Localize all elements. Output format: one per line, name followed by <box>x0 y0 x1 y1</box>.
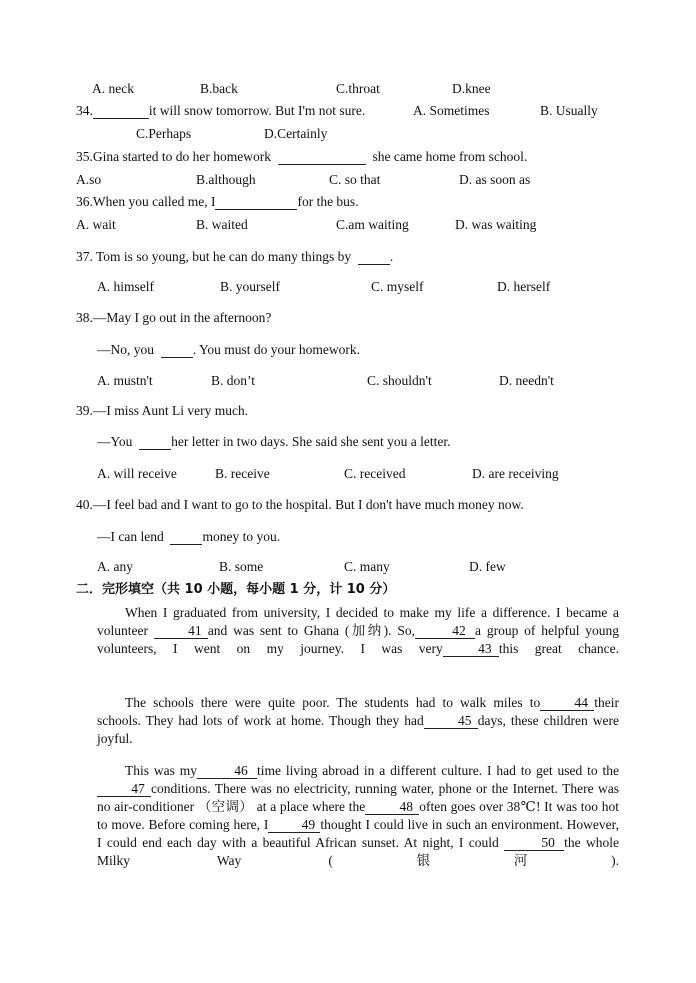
cloze-blank-48: 48 <box>365 799 419 815</box>
passage-text: days, these children were joyful. <box>97 713 619 746</box>
passage-text: time living abroad in a different culture. I had to get used to the <box>257 763 619 778</box>
passage-text: conditions. There was no electricity, running water, phone or the Internet. There was no air-conditioner （空调） at a place where the <box>97 781 619 814</box>
q34-number: 34. <box>76 103 93 118</box>
cloze-blank-42: 42 <box>415 623 475 639</box>
passage-text: this great chance. <box>498 641 620 656</box>
passage-text: and was sent to Ghana (加纳). So, <box>207 623 416 638</box>
q34-option-b: B. Usually <box>540 103 598 118</box>
passage-text: When I graduated from university, I decided to make my life a difference. I became a volunteer <box>97 605 619 638</box>
passage-paragraph-1 <box>97 604 619 692</box>
q38-option-c: C. shouldn't <box>367 373 432 388</box>
passage-text: often goes over 38℃! It was too hot to move. Before coming here, I <box>97 799 619 832</box>
q38-option-a: A. mustn't <box>97 373 153 388</box>
q35-text-before: 35.Gina started to do her homework <box>76 149 271 164</box>
q39-option-d: D. are receiving <box>472 466 559 481</box>
q40-text-after: money to you. <box>202 529 281 544</box>
passage-paragraph-2 <box>97 694 619 760</box>
q35-option-a: A.so <box>76 172 102 187</box>
q37-option-a: A. himself <box>97 279 154 294</box>
q36-option-a: A. wait <box>76 217 116 232</box>
passage-paragraph-3 <box>97 762 619 922</box>
q33-option-c: C.throat <box>336 81 380 96</box>
q39-text-after: her letter in two days. She said she sent you a letter. <box>171 434 451 449</box>
cloze-blank-43: 43 <box>443 641 499 657</box>
q34-blank <box>93 103 149 119</box>
q39-option-c: C. received <box>344 466 406 481</box>
q37-text-before: 37. Tom is so young, but he can do many things by <box>76 249 352 264</box>
q40-reply <box>97 528 280 546</box>
q37-option-c: C. myself <box>371 279 424 294</box>
q37-option-b: B. yourself <box>220 279 280 294</box>
q38-text-before: —No, you <box>97 342 154 357</box>
q35-option-b: B.although <box>196 172 256 187</box>
cloze-blank-41: 41 <box>154 623 208 639</box>
q36-stem <box>76 193 359 211</box>
q38-blank <box>161 342 193 358</box>
q40-option-a: A. any <box>97 559 133 574</box>
q33-option-d: D.knee <box>452 81 491 96</box>
q33-option-a: A. neck <box>92 81 134 96</box>
cloze-blank-45: 45 <box>424 713 478 729</box>
cloze-blank-50: 50 <box>504 835 564 851</box>
q34-text: it will snow tomorrow. But I'm not sure. <box>148 103 366 118</box>
q35-option-d: D. as soon as <box>459 172 531 187</box>
q37-blank <box>358 249 390 265</box>
q38-option-b: B. don’t <box>211 373 256 388</box>
q39-question: 39.—I miss Aunt Li very much. <box>76 403 249 418</box>
section-heading: 二．完形填空（共 10 小题，每小题 1 分，计 10 分） <box>76 582 396 597</box>
q36-option-d: D. was waiting <box>455 217 537 232</box>
q40-option-b: B. some <box>219 559 264 574</box>
q37-stem <box>76 248 393 266</box>
passage-text: This was my <box>125 763 198 778</box>
q39-blank <box>139 434 171 450</box>
q39-option-a: A. will receive <box>97 466 177 481</box>
q36-text-before: 36.When you called me, I <box>76 194 216 209</box>
q34-option-d: D.Certainly <box>264 126 328 141</box>
q39-reply <box>97 433 450 451</box>
q40-blank <box>170 529 202 545</box>
q38-question: 38.—May I go out in the afternoon? <box>76 310 272 325</box>
q38-option-d: D. needn't <box>499 373 554 388</box>
q38-text-after: . You must do your homework. <box>192 342 361 357</box>
passage-text: their schools. They had lots of work at home. Though they had <box>97 695 619 728</box>
q36-option-b: B. waited <box>196 217 248 232</box>
q36-text-after: for the bus. <box>297 194 359 209</box>
q38-reply <box>97 341 360 359</box>
q35-option-c: C. so that <box>329 172 381 187</box>
q40-option-d: D. few <box>469 559 506 574</box>
cloze-blank-49: 49 <box>268 817 320 833</box>
q39-option-b: B. receive <box>215 466 270 481</box>
passage-text: thought I could live in such an environment. However, I could end each day with a beautiful African sunset. At night, I could <box>97 817 619 850</box>
q40-question: 40.—I feel bad and I want to go to the hospital. But I don't have much money now. <box>76 497 524 512</box>
passage-text: the whole Milky Way (银河). <box>97 835 619 868</box>
cloze-blank-46: 46 <box>197 763 257 779</box>
q36-option-c: C.am waiting <box>336 217 409 232</box>
q35-text-after: she came home from school. <box>372 149 528 164</box>
q40-option-c: C. many <box>344 559 390 574</box>
q35-stem <box>76 148 527 166</box>
q35-blank <box>278 149 366 165</box>
q33-option-b: B.back <box>200 81 238 96</box>
q37-text-after: . <box>389 249 394 264</box>
q39-text-before: —You <box>97 434 133 449</box>
passage-text: The schools there were quite poor. The students had to walk miles to <box>125 695 541 710</box>
cloze-blank-47: 47 <box>97 781 151 797</box>
passage-text: a group of helpful young volunteers, I went on my journey. I was very <box>97 623 620 656</box>
q40-text-before: —I can lend <box>97 529 164 544</box>
q34-option-c: C.Perhaps <box>136 126 192 141</box>
q36-blank <box>215 194 297 210</box>
q34-stem <box>76 102 365 120</box>
q34-option-a: A. Sometimes <box>413 103 490 118</box>
q37-option-d: D. herself <box>497 279 551 294</box>
cloze-blank-44: 44 <box>540 695 594 711</box>
